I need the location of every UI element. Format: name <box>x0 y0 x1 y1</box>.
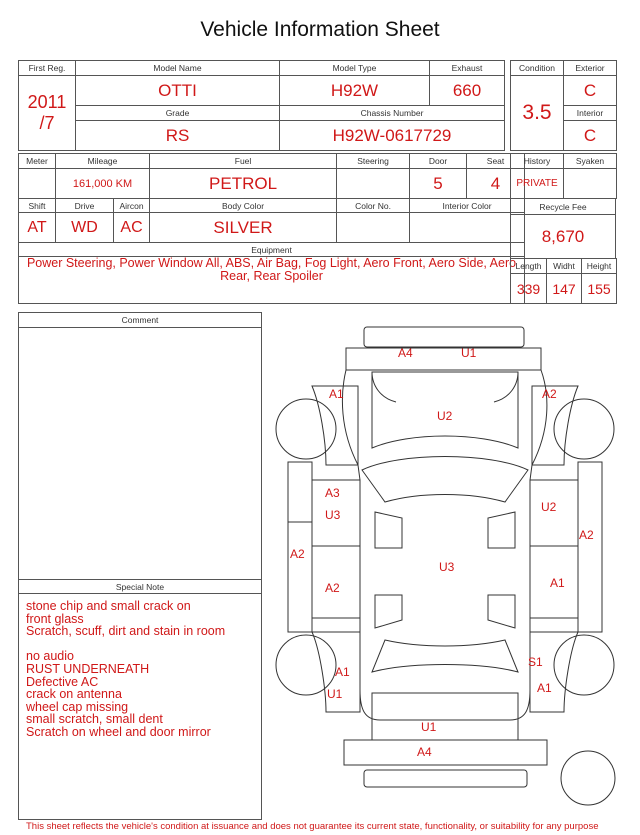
grade-label: Grade <box>76 106 280 121</box>
rear-right-fender-part <box>530 632 578 712</box>
wheel-rear-right <box>554 635 614 695</box>
special-note-label: Special Note <box>19 580 261 594</box>
left-front-window <box>375 512 402 548</box>
exterior-label: Exterior <box>564 61 617 76</box>
interior-label: Interior <box>564 106 617 121</box>
meter-value <box>19 169 56 199</box>
condition-table <box>510 60 617 151</box>
first-reg-year: 2011 <box>27 92 67 112</box>
headlight-lines <box>372 372 518 402</box>
height-value: 155 <box>582 274 617 304</box>
left-mirror-part <box>288 462 312 522</box>
height-label: Height <box>582 259 617 274</box>
mark-front-right-fender: A2 <box>542 387 557 401</box>
exhaust-value: 660 <box>430 76 505 106</box>
windshield-part <box>362 457 528 503</box>
model-name-label: Model Name <box>76 61 280 76</box>
wheel-spare <box>561 751 615 805</box>
wheel-front-right <box>554 399 614 459</box>
disclaimer-footer: This sheet reflects the vehicle's condition at issuance and does not guarantee its current state, functionality, or suitability for any purpose <box>26 821 599 832</box>
aircon-label: Aircon <box>114 199 150 213</box>
fuel-label: Fuel <box>150 154 337 169</box>
mark-roof: U3 <box>439 560 455 574</box>
wheel-front-left <box>276 399 336 459</box>
color-no-label: Color No. <box>337 199 410 213</box>
length-label: Length <box>511 259 547 274</box>
door-value: 5 <box>410 169 467 199</box>
drive-label: Drive <box>56 199 114 213</box>
chassis-value: H92W-0617729 <box>280 121 505 151</box>
mark-right-rear-fender-b: A1 <box>537 681 552 695</box>
grade-value: RS <box>76 121 280 151</box>
door-label: Door <box>410 154 467 169</box>
mark-rear-bumper: A4 <box>417 745 432 759</box>
mark-left-front-door-a: A3 <box>325 486 340 500</box>
mark-front-bumper-b: U1 <box>461 346 477 360</box>
mark-left-rear-fender-a: A1 <box>335 665 350 679</box>
width-value: 147 <box>547 274 582 304</box>
seat-label: Seat <box>467 154 525 169</box>
syaken-value <box>564 169 617 199</box>
seat-value: 4 <box>467 169 525 199</box>
history-table <box>510 153 617 199</box>
first-reg-value <box>19 76 76 151</box>
mark-hood: U2 <box>437 409 453 423</box>
rear-bumper-part <box>344 740 547 765</box>
left-side-sill-part <box>288 522 312 632</box>
length-value: 339 <box>511 274 547 304</box>
body-color-value: SILVER <box>150 213 337 243</box>
comment-text <box>19 328 261 580</box>
width-label: Widht <box>547 259 582 274</box>
special-note-text: stone chip and small crack on front glass Scratch, scuff, dirt and stain in room no audio RUST UNDERNEATH Defective AC crack on antenna wheel cap missing small scratch, small dent Scratch on wheel and door mirror <box>26 599 226 739</box>
history-label: History <box>511 154 564 169</box>
mark-left-side: A2 <box>290 547 305 561</box>
recycle-fee-label: Recycle Fee <box>511 199 616 215</box>
aircon-value: AC <box>114 213 150 243</box>
first-reg-label: First Reg. <box>19 61 76 76</box>
chassis-label: Chassis Number <box>280 106 505 121</box>
interior-color-label: Interior Color <box>410 199 525 213</box>
vehicle-basic-table <box>18 60 505 151</box>
wheel-rear-left <box>276 635 336 695</box>
interior-color-value <box>410 213 525 243</box>
body-color-label: Body Color <box>150 199 337 213</box>
mileage-value: 161,000 KM <box>56 169 150 199</box>
equipment-value: Power Steering, Power Window All, ABS, Air Bag, Fog Light, Aero Front, Aero Side, Aero Rear, Rear Spoiler <box>19 257 525 304</box>
rear-window-part <box>372 640 518 672</box>
front-bumper-top-part <box>364 327 524 347</box>
steering-label: Steering <box>337 154 410 169</box>
model-name-value: OTTI <box>76 76 280 106</box>
mark-right-rear-fender-a: S1 <box>528 655 543 669</box>
trunk-part <box>372 693 518 740</box>
right-side-sill-part <box>578 462 602 632</box>
mark-right-rear-door: A1 <box>550 576 565 590</box>
rear-bumper-bottom-part <box>364 770 527 787</box>
shift-value: AT <box>19 213 56 243</box>
color-no-value <box>337 213 410 243</box>
syaken-label: Syaken <box>564 154 617 169</box>
mark-front-bumper-a: A4 <box>398 346 413 360</box>
fuel-value: PETROL <box>150 169 337 199</box>
front-bumper-part <box>346 348 541 370</box>
mark-right-front-door: U2 <box>541 500 557 514</box>
mark-front-left-fender: A1 <box>329 387 344 401</box>
model-type-value: H92W <box>280 76 430 106</box>
history-value: PRIVATE <box>511 169 564 199</box>
shift-label: Shift <box>19 199 56 213</box>
recycle-table <box>510 198 616 259</box>
comment-panel <box>18 312 262 820</box>
recycle-fee-value: 8,670 <box>511 215 616 259</box>
mark-left-rear-door: A2 <box>325 581 340 595</box>
mark-right-side: A2 <box>579 528 594 542</box>
vehicle-details-table <box>18 153 525 304</box>
meter-label: Meter <box>19 154 56 169</box>
comment-label: Comment <box>19 313 261 328</box>
equipment-label: Equipment <box>19 243 525 257</box>
condition-value: 3.5 <box>511 76 564 151</box>
interior-value: C <box>564 121 617 151</box>
first-reg-month: /7 <box>39 113 55 133</box>
right-front-window <box>488 512 515 548</box>
model-type-label: Model Type <box>280 61 430 76</box>
car-damage-diagram <box>270 320 632 820</box>
mark-trunk: U1 <box>421 720 437 734</box>
mark-left-rear-fender-b: U1 <box>327 687 343 701</box>
right-rear-window <box>488 595 515 628</box>
dimensions-table <box>510 258 617 304</box>
drive-value: WD <box>56 213 114 243</box>
mark-left-front-door-b: U3 <box>325 508 341 522</box>
condition-label: Condition <box>511 61 564 76</box>
steering-value <box>337 169 410 199</box>
left-rear-window <box>375 595 402 628</box>
exterior-value: C <box>564 76 617 106</box>
page-title: Vehicle Information Sheet <box>200 18 440 41</box>
mileage-label: Mileage <box>56 154 150 169</box>
exhaust-label: Exhaust <box>430 61 505 76</box>
